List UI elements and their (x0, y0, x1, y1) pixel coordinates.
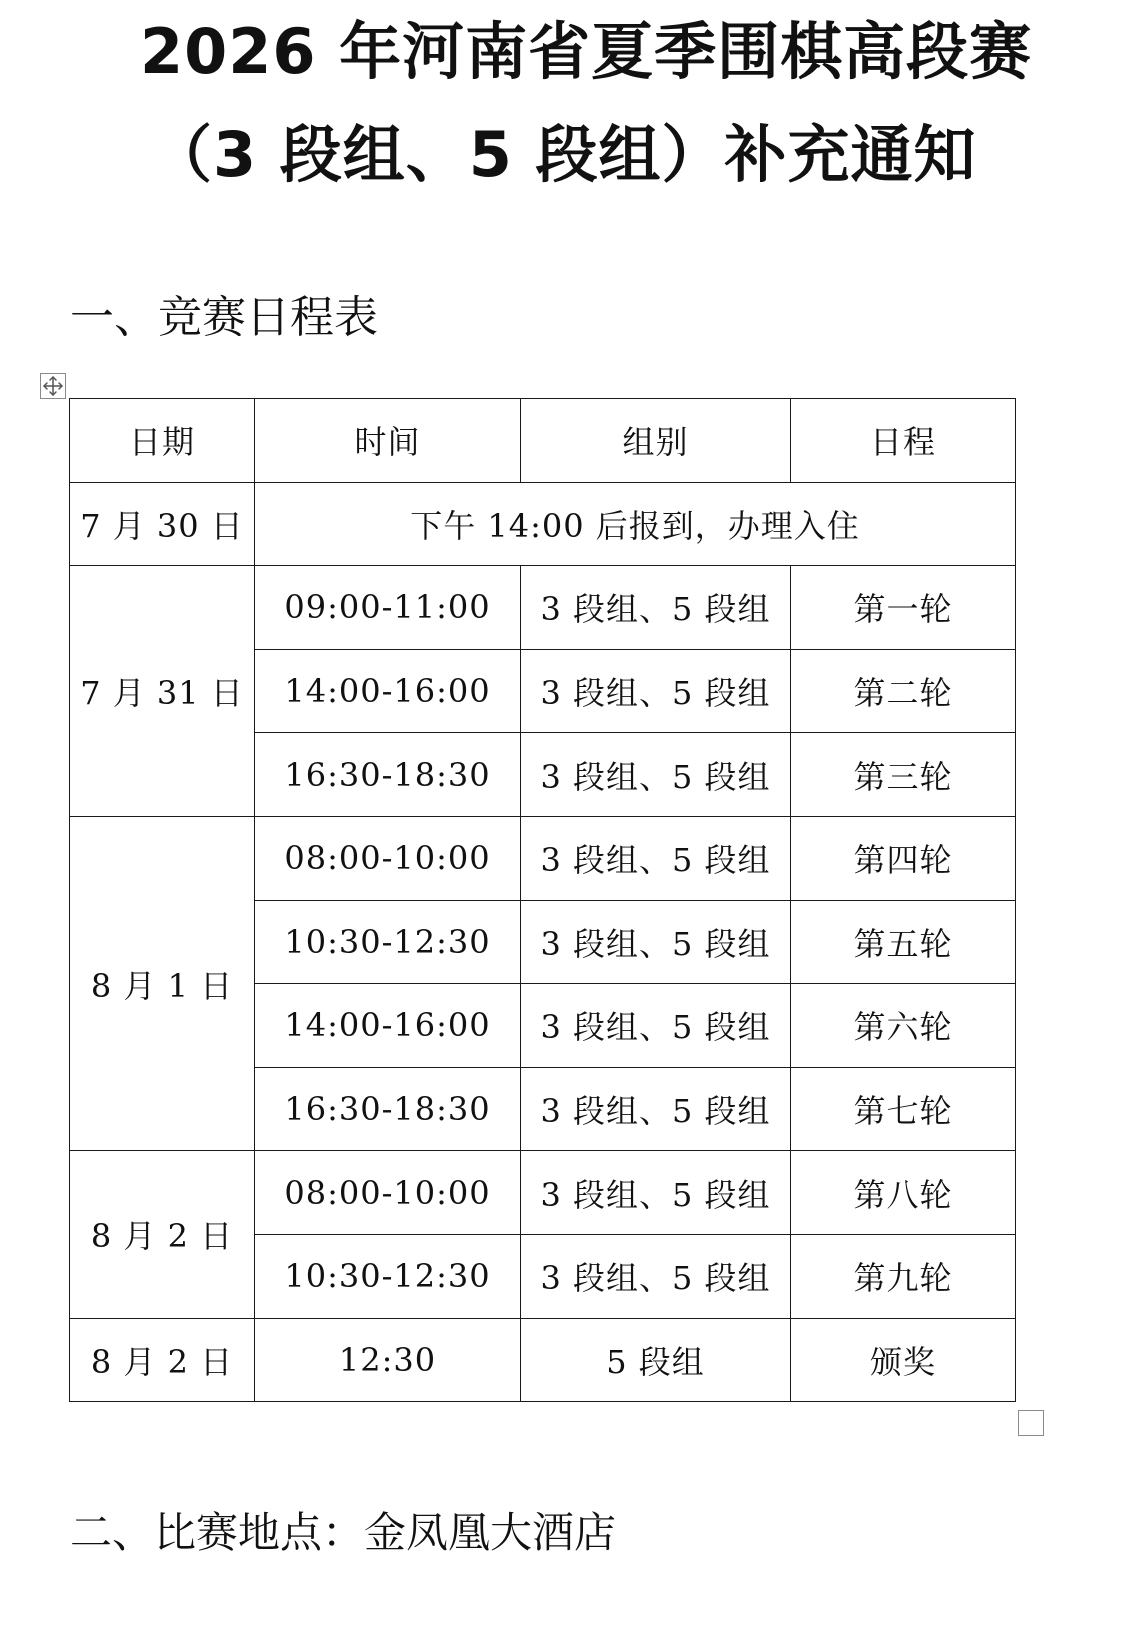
section-heading-schedule: 一、竞赛日程表 (70, 292, 378, 343)
group-cell: 3 段组、5 段组 (521, 816, 791, 900)
group-cell: 3 段组、5 段组 (521, 984, 791, 1068)
round-cell: 颁奖 (791, 1318, 1016, 1402)
round-cell: 第八轮 (791, 1151, 1016, 1235)
time-cell: 14:00-16:00 (255, 984, 521, 1068)
table-header-row (70, 399, 1016, 483)
round-cell: 第五轮 (791, 900, 1016, 984)
round-cell: 第九轮 (791, 1234, 1016, 1318)
group-cell: 5 段组 (521, 1318, 791, 1402)
section-heading-venue: 二、比赛地点：金凤凰大酒店 (70, 1508, 617, 1557)
group-cell: 3 段组、5 段组 (521, 1234, 791, 1318)
date-cell: 8 月 2 日 (70, 1318, 255, 1402)
group-cell: 3 段组、5 段组 (521, 649, 791, 733)
checkin-cell: 下午 14:00 后报到，办理入住 (255, 482, 1016, 566)
date-cell: 7 月 31 日 (70, 566, 255, 817)
header-schedule: 日程 (791, 399, 1016, 483)
date-cell: 8 月 2 日 (70, 1151, 255, 1318)
table-row-checkin (70, 482, 1016, 566)
round-cell: 第六轮 (791, 984, 1016, 1068)
group-cell: 3 段组、5 段组 (521, 566, 791, 650)
table-row (70, 816, 1016, 900)
time-cell: 09:00-11:00 (255, 566, 521, 650)
time-cell: 10:30-12:30 (255, 1234, 521, 1318)
date-cell: 8 月 1 日 (70, 816, 255, 1150)
move-icon (41, 374, 65, 398)
document-title-line-2: （3 段组、5 段组）补充通知 (150, 118, 977, 191)
table-resize-handle[interactable] (1018, 1410, 1044, 1436)
table-row (70, 566, 1016, 650)
time-cell: 16:30-18:30 (255, 1067, 521, 1151)
time-cell: 10:30-12:30 (255, 900, 521, 984)
table-row (70, 1151, 1016, 1235)
group-cell: 3 段组、5 段组 (521, 1151, 791, 1235)
time-cell: 08:00-10:00 (255, 816, 521, 900)
time-cell: 08:00-10:00 (255, 1151, 521, 1235)
round-cell: 第三轮 (791, 733, 1016, 817)
round-cell: 第一轮 (791, 566, 1016, 650)
header-group: 组别 (521, 399, 791, 483)
time-cell: 12:30 (255, 1318, 521, 1402)
group-cell: 3 段组、5 段组 (521, 1067, 791, 1151)
time-cell: 16:30-18:30 (255, 733, 521, 817)
header-date: 日期 (70, 399, 255, 483)
table-move-handle[interactable] (40, 373, 66, 399)
table-row-award (70, 1318, 1016, 1402)
round-cell: 第二轮 (791, 649, 1016, 733)
document-title-line-1: 2026 年河南省夏季围棋高段赛 (140, 15, 1033, 88)
round-cell: 第七轮 (791, 1067, 1016, 1151)
round-cell: 第四轮 (791, 816, 1016, 900)
header-time: 时间 (255, 399, 521, 483)
date-cell: 7 月 30 日 (70, 482, 255, 566)
group-cell: 3 段组、5 段组 (521, 733, 791, 817)
schedule-table (69, 398, 1016, 1402)
time-cell: 14:00-16:00 (255, 649, 521, 733)
group-cell: 3 段组、5 段组 (521, 900, 791, 984)
